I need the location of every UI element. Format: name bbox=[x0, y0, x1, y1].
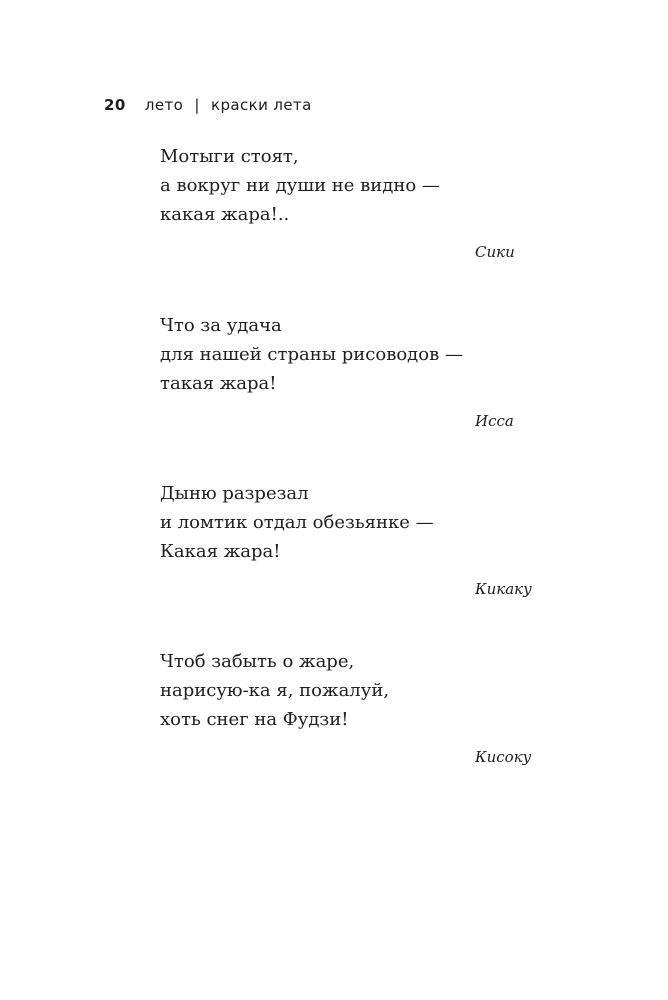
poem-line: для нашей страны рисоводов — bbox=[160, 344, 463, 365]
poem-line: хоть снег на Фудзи! bbox=[160, 709, 349, 730]
page-number: 20 bbox=[104, 96, 126, 114]
running-head bbox=[104, 96, 312, 114]
poem-author: Сики bbox=[475, 243, 515, 261]
poem-line: Что за удача bbox=[160, 315, 282, 336]
poem-line: и ломтик отдал обезьянке — bbox=[160, 512, 434, 533]
header-separator: | bbox=[194, 96, 200, 114]
poem-text bbox=[160, 479, 560, 566]
poem-line: а вокруг ни души не видно — bbox=[160, 175, 440, 196]
poem-line: какая жара!.. bbox=[160, 204, 290, 225]
poem-author: Исса bbox=[475, 412, 514, 430]
poem-line: Чтоб забыть о жаре, bbox=[160, 651, 355, 672]
poem-line: Какая жара! bbox=[160, 541, 281, 562]
poem-2 bbox=[160, 311, 560, 430]
poem-text bbox=[160, 647, 560, 734]
chapter-title: краски лета bbox=[211, 96, 312, 114]
poem-line: нарисую-ка я, пожалуй, bbox=[160, 680, 390, 701]
section-title: лето bbox=[144, 96, 184, 114]
poem-line: такая жара! bbox=[160, 373, 277, 394]
poem-text bbox=[160, 142, 560, 229]
poem-3 bbox=[160, 479, 560, 598]
poem-text bbox=[160, 311, 560, 398]
poem-line: Мотыги стоят, bbox=[160, 146, 299, 167]
poem-author: Кисоку bbox=[475, 748, 532, 766]
poem-line: Дыню разрезал bbox=[160, 483, 309, 504]
poem-4 bbox=[160, 647, 560, 766]
poem-1 bbox=[160, 142, 560, 261]
poem-author: Кикаку bbox=[475, 580, 532, 598]
